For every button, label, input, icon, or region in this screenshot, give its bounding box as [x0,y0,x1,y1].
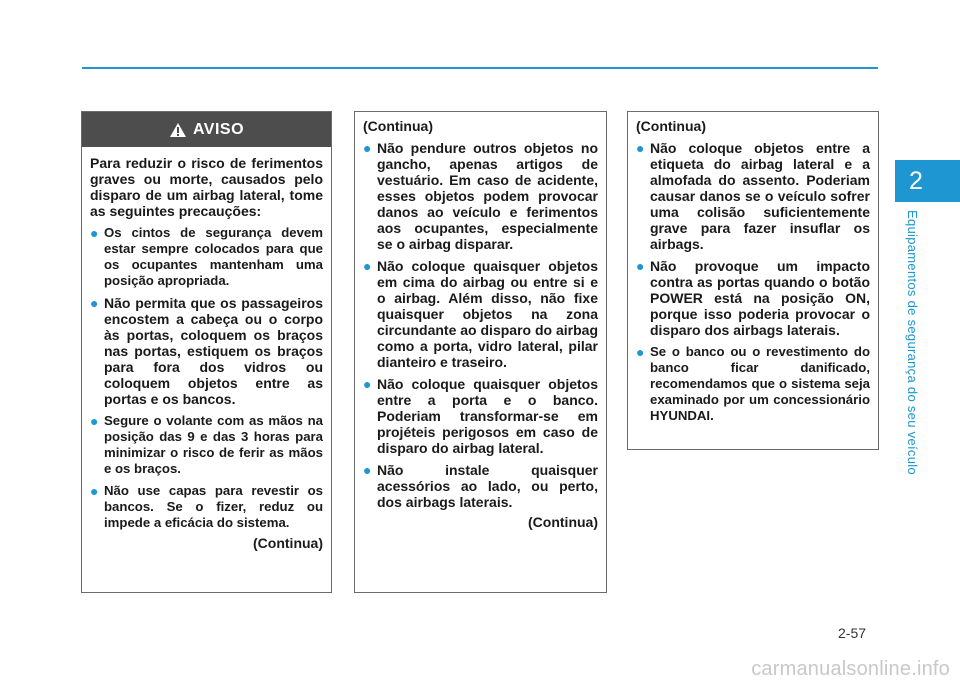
bullet-icon: ● [636,344,645,360]
warning-box [81,111,332,593]
list-item: ● Segure o volante com as mãos na posição das 9 e das 3 horas para minimizar o risco de ferir as mãos e os braços. [90,413,323,476]
bullet-icon: ● [90,295,99,311]
page-number: 2-57 [838,625,867,641]
list-item: ● Não pendure outros objetos no gancho, apenas artigos de vestuário. Em caso de acidente, esses objetos podem provocar danos ao veículo e ferimentos aos ocupantes, especialmente se o airbag disparar. [363,140,598,252]
warning-intro: Para reduzir o risco de ferimentos graves ou morte, causados pelo disparo de um airbag lateral, tome as seguintes precauções: [90,155,323,219]
bullet-icon: ● [90,413,99,429]
list-item: ● Não use capas para revestir os bancos. Se o fizer, reduz ou impede a eficácia do sistema. [90,483,323,530]
list-item: ● Não instale quaisquer acessórios ao lado, ou perto, dos airbags laterais. [363,462,598,510]
chapter-number: 2 [909,167,923,195]
bullet-icon: ● [363,258,372,274]
list-item: ● Não provoque um impacto contra as portas quando o botão POWER está na posição ON, porque isso poderia provocar o disparo dos airbags laterais. [636,258,870,338]
list-item: ● Não coloque quaisquer objetos em cima do airbag ou entre si e o airbag. Além disso, não fixe quaisquer objetos na zona circundante ao disparo do airbag como a porta, vidro lateral, pilar dianteiro e traseiro. [363,258,598,370]
list-item: ● Não coloque quaisquer objetos entre a porta e o banco. Poderiam transformar-se em projéteis perigosos em caso de disparo do airbag lateral. [363,376,598,456]
bullet-icon: ● [363,462,372,478]
warning-box-continued [354,111,607,593]
list-item: ● Se o banco ou o revestimento do banco ficar danificado, recomendamos que o sistema seja examinado por um concessionário HYUNDAI. [636,344,870,423]
list-item: ● Não coloque objetos entre a etiqueta do airbag lateral e a almofada do assento. Poderiam causar danos se o veículo sofrer uma colisão suficientemente grave para fazer insuflar os airbags. [636,140,870,252]
bullet-icon: ● [90,483,99,499]
list-item: ● Não permita que os passageiros encostem a cabeça ou o corpo às portas, coloquem os braços nas portas, estiquem os braços para fora dos vidros ou coloquem objetos entre as portas e os bancos. [90,295,323,407]
continued-label: (Continua) [363,118,433,134]
bullet-icon: ● [90,225,99,241]
watermark: carmanualsonline.info [751,658,950,680]
chapter-title: Equipamentos de segurança do seu veículo [905,210,920,475]
precaution-list [363,140,598,510]
chapter-tab[interactable] [895,160,960,202]
warning-box-continued [627,111,879,450]
bullet-icon: ● [363,140,372,156]
list-item: ● Os cintos de segurança devem estar sempre colocados para que os ocupantes mantenham uma posição apropriada. [90,225,323,288]
precaution-list [636,140,870,424]
continued-label: (Continua) [636,118,706,134]
warning-title: AVISO [192,120,245,138]
continues-label: (Continua) [528,514,598,530]
bullet-icon: ● [636,258,645,274]
warning-triangle-icon [169,122,187,138]
bullet-icon: ● [636,140,645,156]
precaution-list [90,225,323,531]
warning-header [82,112,331,147]
bullet-icon: ● [363,376,372,392]
continues-label: (Continua) [253,535,323,551]
top-rule [82,67,878,69]
